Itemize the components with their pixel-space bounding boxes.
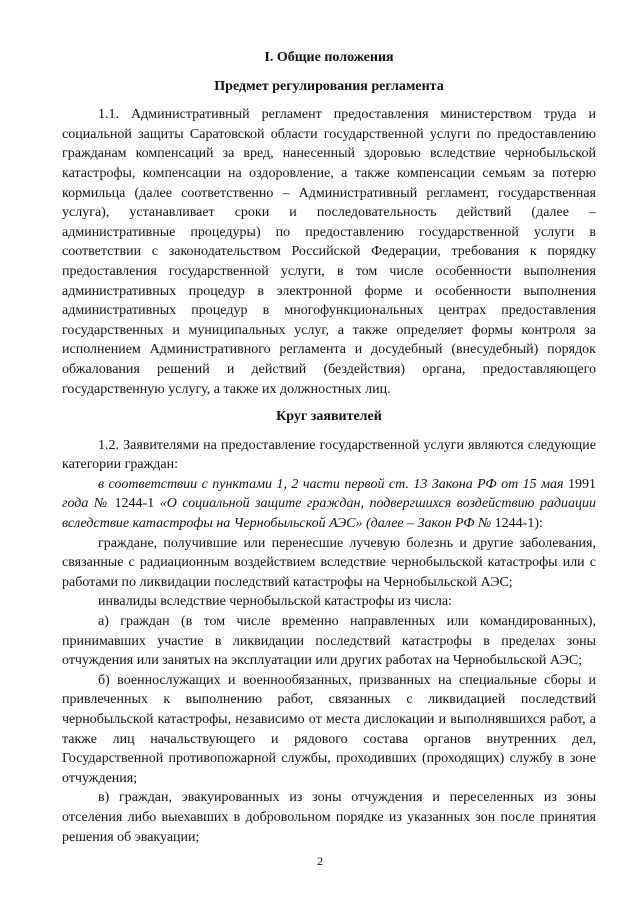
law-ref-regular-1: 1991	[568, 476, 597, 492]
law-ref-regular-3: 1244-1):	[494, 516, 543, 532]
law-ref-italic-3: «О социальной защите граждан, подвергшихся воздействию радиации вследствие катастрофы на Чернобыльской АЭС» (далее – Закон РФ №	[62, 496, 597, 532]
paragraph-item-v: в) граждан, эвакуированных из зоны отчуждения и переселенных из зоны отселения либо выехавших в добровольном порядке из указанных зон после принятия решения об эвакуации;	[62, 790, 596, 845]
paragraph-law-reference	[62, 475, 596, 534]
subsection-title-regulation-subject: Предмет регулирования регламента	[214, 78, 444, 94]
paragraph-item-b: б) военнослужащих и военнообязанных, призванных на специальные сборы и привлеченных к выполнению работ, связанных с ликвидацией последствий чернобыльской катастрофы, независимо от места дислокации и выполнявшихся работ, а также лиц начальствующего и рядового состава органов внутренних дел, Государственной противопожарной службы, проходивших (проходящих) службу в зоне отчуждения;	[62, 672, 596, 786]
law-ref-italic-2: года №	[62, 496, 110, 512]
paragraph-1-2: 1.2. Заявителями на предоставление государственной услуги являются следующие категории граждан:	[62, 437, 596, 473]
subsection-title-applicants: Круг заявителей	[276, 409, 382, 425]
page-number: 2	[317, 854, 323, 868]
section-title: I. Общие положения	[264, 50, 394, 65]
paragraph-invalids: инвалиды вследствие чернобыльской катастрофы из числа:	[98, 594, 453, 610]
paragraph-1-1: 1.1. Административный регламент предоставления министерством труда и социальной защиты Саратовской области государственной услуги по предоставлению гражданам компенсаций за вред, нанесенный здоровью вследствие чернобыльской катастрофы, компенсации на оздоровление, а также компенсации семьям за потерю кормильца (далее соответственно – Административный регламент, государственная услуга), устанавливает сроки и последовательность действий (далее – административные процедуры) по предоставлению государственной услуги в соответствии с законодательством Российской Федерации, требования к порядку предоставления государственной услуги, в том числе особенности выполнения административных процедур в электронной форме и особенности выполнения административных процедур в многофункциональных центрах предоставления государственных и муниципальных услуг, а также определяет формы контроля за исполнением Административного регламента и досудебный (внесудебный) порядок обжалования решений и действий (бездействия) органа, предоставляющего государственную услугу, а также их должностных лиц.	[62, 107, 596, 397]
law-ref-italic-1: в соответствии с пунктами 1, 2 части первой ст. 13 Закона РФ от 15 мая	[98, 476, 564, 492]
paragraph-item-a: а) граждан (в том числе временно направленных или командированных), принимавших участие в ликвидации последствий катастрофы в пределах зоны отчуждения или занятых на эксплуатации или других работах на Чернобыльской АЭС;	[62, 614, 596, 669]
law-ref-regular-2: 1244-1	[114, 496, 155, 512]
paragraph-citizens: граждане, получившие или перенесшие лучевую болезнь и другие заболевания, связанные с радиационным воздействием вследствие чернобыльской катастрофы или с работами по ликвидации последствий катастрофы на Чернобыльской АЭС;	[62, 535, 596, 590]
